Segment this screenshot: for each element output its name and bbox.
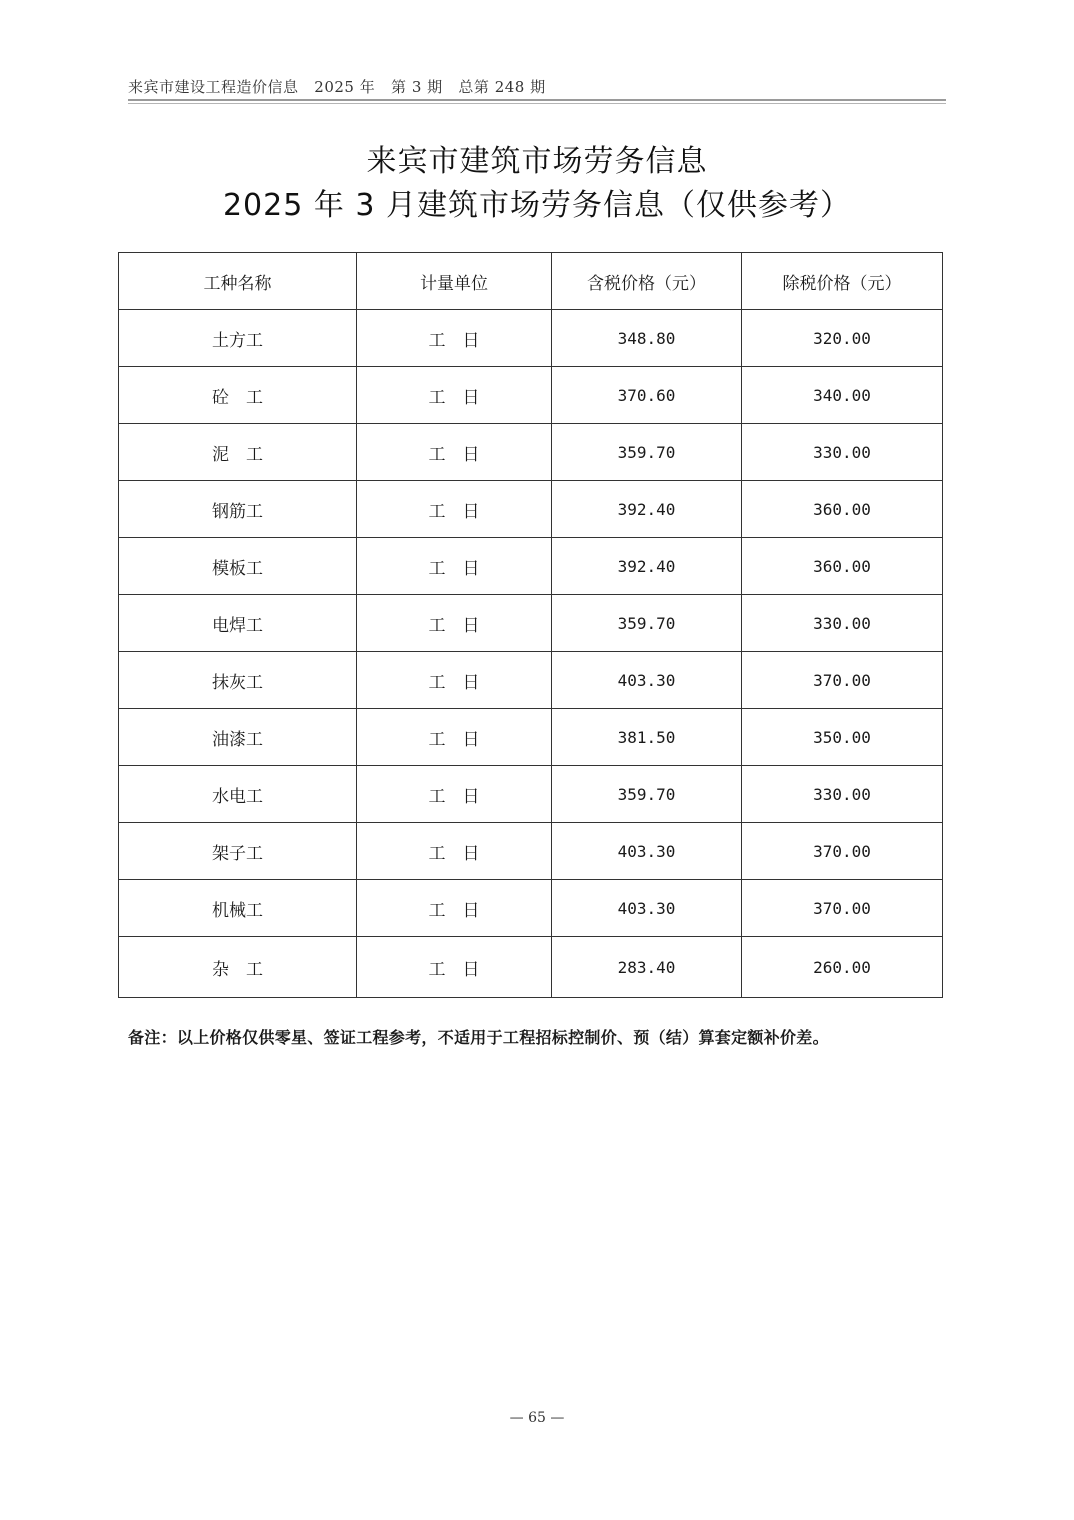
- unit: 工 日: [357, 652, 552, 709]
- trade-name: 架子工: [119, 823, 357, 880]
- price-without-tax: 370.00: [742, 652, 943, 709]
- price-without-tax: 330.00: [742, 424, 943, 481]
- price-without-tax: 370.00: [742, 880, 943, 937]
- page-title: 来宾市建筑市场劳务信息: [366, 144, 708, 179]
- unit: 工 日: [357, 538, 552, 595]
- footnote: 备注：以上价格仅供零星、签证工程参考，不适用于工程招标控制价、预（结）算套定额补价差。: [128, 1028, 829, 1047]
- price-with-tax: 392.40: [552, 538, 742, 595]
- unit: 工 日: [357, 424, 552, 481]
- price-without-tax: 370.00: [742, 823, 943, 880]
- price-with-tax: 403.30: [552, 823, 742, 880]
- unit: 工 日: [357, 310, 552, 367]
- price-with-tax: 403.30: [552, 652, 742, 709]
- table-header-row: [119, 253, 943, 310]
- price-without-tax: 360.00: [742, 481, 943, 538]
- price-with-tax: 370.60: [552, 367, 742, 424]
- price-without-tax: 340.00: [742, 367, 943, 424]
- title-block: [0, 140, 1074, 228]
- unit: 工 日: [357, 937, 552, 998]
- price-with-tax: 359.70: [552, 595, 742, 652]
- price-with-tax: 348.80: [552, 310, 742, 367]
- unit: 工 日: [357, 595, 552, 652]
- header-divider: [128, 99, 946, 101]
- trade-name: 水电工: [119, 766, 357, 823]
- table-row: [119, 652, 943, 709]
- running-header: 来宾市建设工程造价信息 2025 年 第 3 期 总第 248 期: [128, 78, 546, 96]
- price-with-tax: 392.40: [552, 481, 742, 538]
- price-with-tax: 359.70: [552, 424, 742, 481]
- unit: 工 日: [357, 823, 552, 880]
- table-row: [119, 595, 943, 652]
- price-without-tax: 330.00: [742, 766, 943, 823]
- unit: 工 日: [357, 880, 552, 937]
- trade-name: 钢筋工: [119, 481, 357, 538]
- price-with-tax: 381.50: [552, 709, 742, 766]
- table-row: [119, 709, 943, 766]
- table-row: [119, 538, 943, 595]
- table-row: [119, 481, 943, 538]
- trade-name: 机械工: [119, 880, 357, 937]
- column-header-price-without-tax: 除税价格（元）: [742, 253, 943, 310]
- unit: 工 日: [357, 367, 552, 424]
- trade-name: 电焊工: [119, 595, 357, 652]
- trade-name: 泥 工: [119, 424, 357, 481]
- page-subtitle: 2025 年 3 月建筑市场劳务信息（仅供参考）: [222, 188, 852, 223]
- trade-name: 土方工: [119, 310, 357, 367]
- trade-name: 杂 工: [119, 937, 357, 998]
- trade-name: 油漆工: [119, 709, 357, 766]
- trade-name: 模板工: [119, 538, 357, 595]
- price-with-tax: 283.40: [552, 937, 742, 998]
- trade-name: 砼 工: [119, 367, 357, 424]
- table-row: [119, 937, 943, 998]
- page-number: — 65 —: [509, 1410, 565, 1426]
- price-without-tax: 320.00: [742, 310, 943, 367]
- price-without-tax: 360.00: [742, 538, 943, 595]
- table-row: [119, 766, 943, 823]
- table-row: [119, 424, 943, 481]
- labor-price-table: [118, 252, 943, 998]
- unit: 工 日: [357, 481, 552, 538]
- unit: 工 日: [357, 766, 552, 823]
- table-row: [119, 880, 943, 937]
- header-divider-thin: [128, 103, 946, 104]
- table-row: [119, 823, 943, 880]
- column-header-unit: 计量单位: [357, 253, 552, 310]
- column-header-price-with-tax: 含税价格（元）: [552, 253, 742, 310]
- price-without-tax: 260.00: [742, 937, 943, 998]
- table-row: [119, 310, 943, 367]
- price-without-tax: 330.00: [742, 595, 943, 652]
- column-header-name: 工种名称: [119, 253, 357, 310]
- price-without-tax: 350.00: [742, 709, 943, 766]
- table-row: [119, 367, 943, 424]
- price-with-tax: 359.70: [552, 766, 742, 823]
- price-with-tax: 403.30: [552, 880, 742, 937]
- trade-name: 抹灰工: [119, 652, 357, 709]
- unit: 工 日: [357, 709, 552, 766]
